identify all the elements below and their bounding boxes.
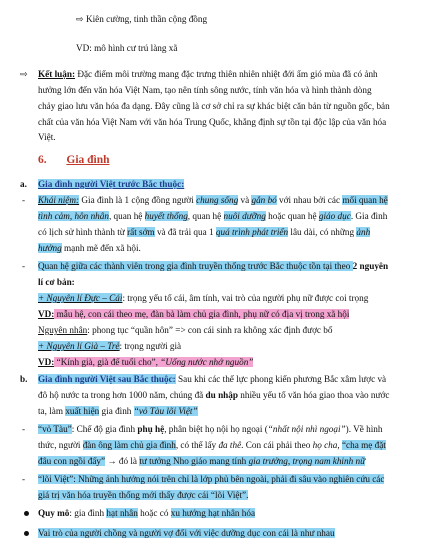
paragraph-line: “vỏ Tàu”: Chế độ gia đình phụ hệ, phân biệt họ nội họ ngoại (“nhất nội nhì ngoại”). Về hình (38, 424, 383, 434)
principle-line: + Nguyên lí Già – Trẻ: trọng người già (38, 341, 182, 351)
conclusion-line: chảy giao lưu văn hóa đa dạng. Đây cũng là cơ sở chỉ ra sự khác biệt căn bản từ nguồn gốc, bản (38, 101, 390, 111)
dash: - (22, 195, 26, 205)
bullet-line: Vai trò của người chồng và người vợ đối với việc dưỡng dục con cái là như nhau (38, 528, 335, 538)
dash: - (22, 261, 26, 271)
cause-line: Nguyên nhân: phong tục “quần hôn” => con cái sinh ra không xác định được bố (38, 325, 333, 335)
subheading-b-title: Gia đình người Việt sau Bắc thuộc: (38, 374, 176, 384)
conclusion-line: hưởng lớn đến văn hóa Việt Nam, tạo nên tính sông nước, tính văn hóa và hình thành dòng (38, 85, 372, 95)
conclusion-label: Kết luận: (38, 69, 76, 79)
subheading-label: b. (20, 374, 28, 384)
conclusion-line: Việt. (38, 132, 56, 142)
arrow-icon: ⇨ (20, 70, 28, 80)
example-line: VD: “Kính già, già để tuổi cho”, “Uống nước nhớ nguồn” (38, 357, 254, 367)
subheading-a (38, 178, 184, 190)
bullet-line: ⇨ Kiên cường, tinh thần cộng đồng (76, 14, 208, 24)
paragraph-line: giá trị văn hóa truyền thống mới thấy được cái “lõi Việt”. (38, 490, 249, 500)
subheading-a-title: Gia đình người Việt trước Bắc thuộc: (38, 179, 185, 189)
paragraph-line: đô hộ nước ta trong hơn 1000 năm, chúng đã du nhập nhiều yếu tố văn hóa giao thoa vào nước (38, 390, 390, 400)
paragraph-line: “lõi Việt”: Những ảnh hưởng nói trên chỉ là lớp phủ bên ngoài, phải đi sâu vào nghiên cứu các (38, 474, 385, 484)
dash: - (22, 424, 26, 434)
subheading-b: Gia đình người Việt sau Bắc thuộc: Sau khi các thế lực phong kiến phương Bắc xâm lược và (38, 374, 387, 384)
paragraph-line: hưởng mạnh mẽ đến xã hội. (38, 243, 141, 253)
paragraph-line: ta, làm xuất hiện gia đình “vỏ Tàu lõi Việt” (38, 406, 198, 416)
paragraph-line: lí cơ bản: (38, 277, 75, 287)
paragraph-line: Khái niệm: Gia đình là 1 cộng đồng người chung sống và gắn bó với nhau bởi các mối quan hệ (38, 195, 388, 205)
paragraph-line: có lịch sử hình thành từ rất sớm và đã trải qua 1 quá trình phát triển lâu dài, có những ảnh (38, 227, 371, 237)
section-heading (38, 154, 110, 166)
example-line: VD: mẫu hệ, con cái theo mẹ, đàn bà làm chủ gia đình, phụ nữ có địa vị trong xã hội (38, 309, 350, 319)
paragraph-line: đâu con ngồi đấy” → đó là tư tưởng Nho giáo mang tính gia trưởng, trọng nam khinh nữ (38, 456, 366, 466)
principle-line: + Nguyên lí Đực – Cái: trọng yếu tố cái, âm tính, vai trò của người phụ nữ được coi trọng (38, 293, 369, 303)
paragraph-line: thức, người đàn ông làm chủ gia đình, có thể lấy đa thê. Con cái phải theo họ cha, “cha mẹ đặt (38, 440, 386, 450)
paragraph-line: Quan hệ giữa các thành viên trong gia đình truyền thống trước Bắc thuộc tồn tại theo 2 nguyên (38, 261, 389, 271)
conclusion-line: chất của văn hóa Việt Nam với văn hóa Trung Quốc, khẳng định sự tồn tại độc lập của văn hóa (38, 117, 387, 127)
bullet-line: Quy mô: gia đình hạt nhân hoặc có xu hướng hạt nhân hóa (38, 508, 256, 518)
conclusion-text: Đặc điểm môi trường mang đặc trưng thiên nhiên nhiệt đới ẩm gió mùa đã có ảnh (77, 69, 378, 79)
conclusion-line (38, 68, 378, 80)
section-title: Gia đình (66, 154, 110, 166)
example-line: VD: mô hình cư trú làng xã (76, 43, 178, 53)
paragraph-line: tình cảm, hôn nhân, quan hệ huyết thống, quan hệ nuôi dưỡng hoặc quan hệ giáo dục. Gia đình (38, 211, 388, 221)
bullet-icon (24, 511, 29, 516)
section-number: 6. (38, 154, 47, 166)
dash: - (22, 474, 26, 484)
bullet-icon (24, 531, 29, 536)
subheading-label: a. (20, 179, 27, 189)
